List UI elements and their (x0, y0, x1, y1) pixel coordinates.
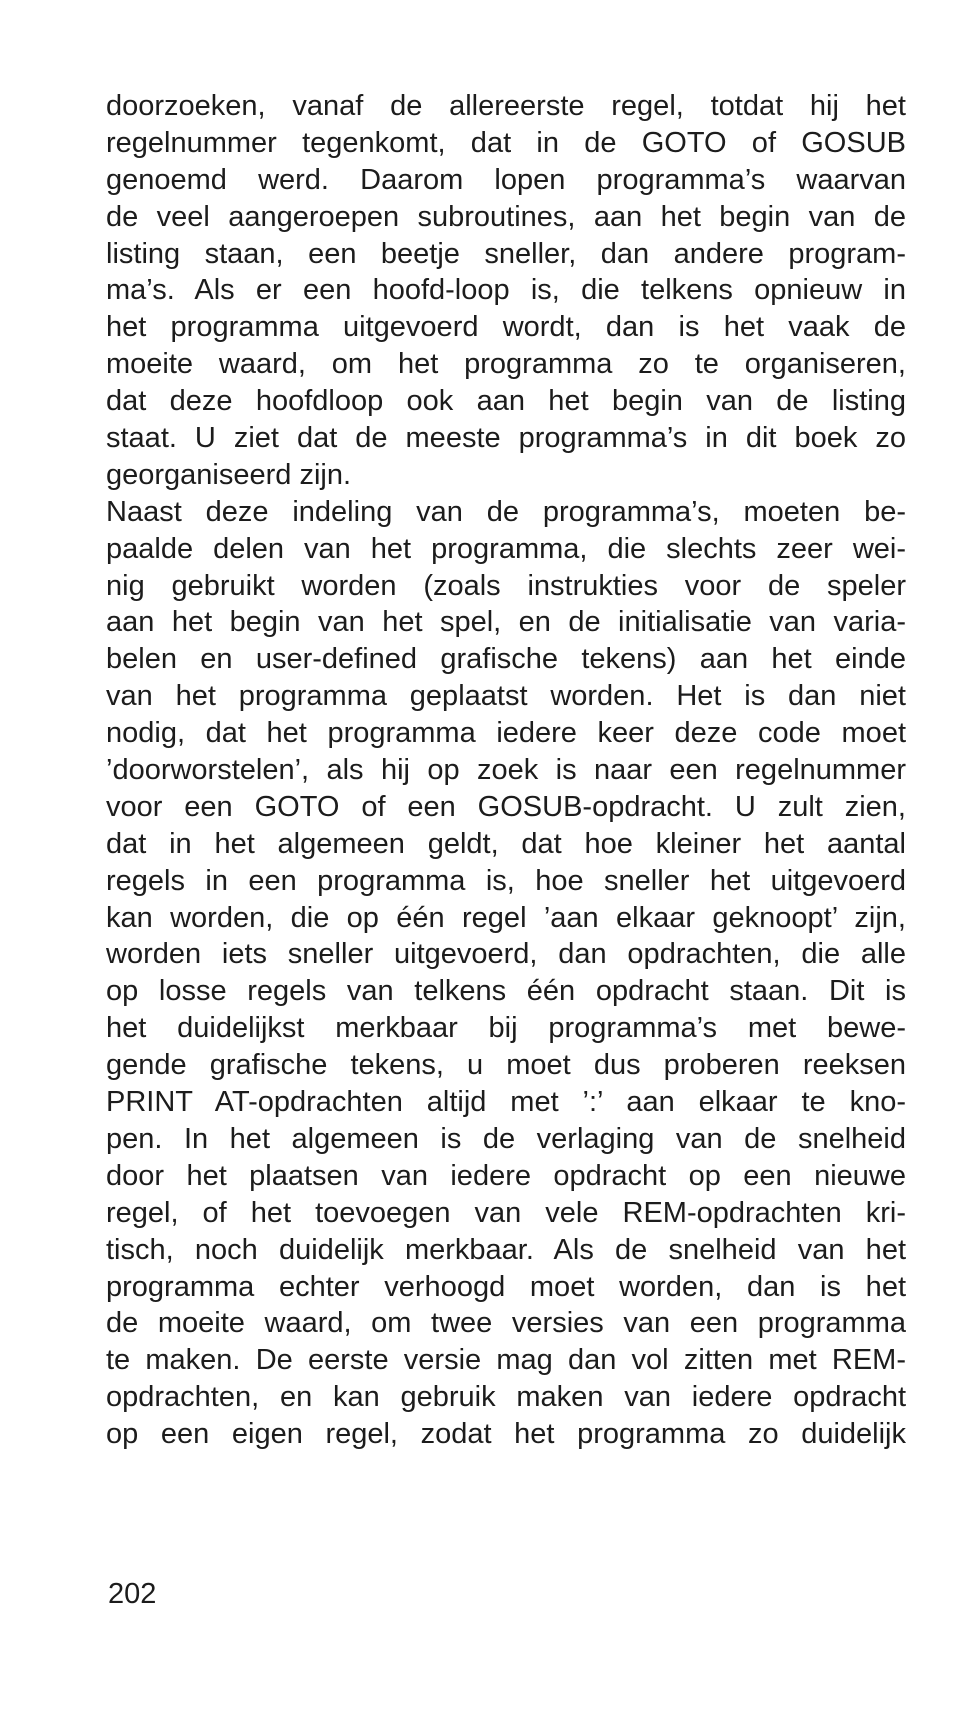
text-line: te maken. De eerste versie mag dan vol zitten met REM- (106, 1344, 906, 1377)
text-line: ma’s. Als er een hoofd-loop is, die telkens opnieuw in (106, 274, 906, 307)
text-line: tisch, noch duidelijk merkbaar. Als de snelheid van het (106, 1233, 906, 1266)
text-line: opdrachten, en kan gebruik maken van iedere opdracht (106, 1381, 906, 1414)
text-line: voor een GOTO of een GOSUB-opdracht. U zult zien, (106, 790, 906, 823)
text-line: doorzoeken, vanaf de allereerste regel, totdat hij het (106, 90, 906, 122)
text-line: het duidelijkst merkbaar bij programma’s met bewe- (106, 1012, 906, 1045)
text-line: regelnummer tegenkomt, dat in de GOTO of GOSUB (106, 126, 906, 159)
text-line: aan het begin van het spel, en de initialisatie van varia- (106, 606, 906, 639)
text-line: de veel aangeroepen subroutines, aan het begin van de (106, 200, 906, 233)
text-line: gende grafische tekens, u moet dus proberen reeksen (106, 1049, 906, 1082)
text-line: belen en user-defined grafische tekens) aan het einde (106, 643, 906, 676)
text-line: ’doorworstelen’, als hij op zoek is naar een regelnummer (106, 754, 906, 787)
text-line: listing staan, een beetje sneller, dan andere program- (106, 237, 906, 270)
text-line: moeite waard, om het programma zo te organiseren, (106, 348, 906, 381)
text-line: worden iets sneller uitgevoerd, dan opdrachten, die alle (106, 938, 906, 971)
page-number: 202 (108, 1578, 157, 1610)
text-line: staat. U ziet dat de meeste programma’s in dit boek zo (106, 422, 906, 455)
text-line: de moeite waard, om twee versies van een programma (106, 1307, 906, 1340)
text-line: nodig, dat het programma iedere keer deze code moet (106, 717, 906, 750)
text-line: programma echter verhoogd moet worden, dan is het (106, 1270, 906, 1303)
text-line: op een eigen regel, zodat het programma zo duidelijk (106, 1418, 906, 1451)
text-line: nig gebruikt worden (zoals instrukties voor de speler (106, 569, 906, 602)
text-line: Naast deze indeling van de programma’s, moeten be- (106, 495, 906, 528)
text-line: op losse regels van telkens één opdracht staan. Dit is (106, 975, 906, 1008)
text-line: dat deze hoofdloop ook aan het begin van de listing (106, 385, 906, 418)
body-text (106, 88, 906, 1453)
text-line: pen. In het algemeen is de verlaging van de snelheid (106, 1122, 906, 1155)
text-line: van het programma geplaatst worden. Het is dan niet (106, 680, 906, 713)
text-line: regel, of het toevoegen van vele REM-opdrachten kri- (106, 1196, 906, 1229)
text-line: paalde delen van het programma, die slechts zeer wei- (106, 532, 906, 565)
text-line: georganiseerd zijn. (106, 458, 352, 491)
text-line: PRINT AT-opdrachten altijd met ’:’ aan elkaar te kno- (106, 1086, 906, 1119)
text-line: genoemd werd. Daarom lopen programma’s waarvan (106, 163, 906, 196)
text-line: regels in een programma is, hoe sneller het uitgevoerd (106, 864, 906, 897)
text-line: kan worden, die op één regel ’aan elkaar geknoopt’ zijn, (106, 901, 906, 934)
text-line: het programma uitgevoerd wordt, dan is het vaak de (106, 311, 906, 344)
text-line: door het plaatsen van iedere opdracht op een nieuwe (106, 1159, 906, 1192)
text-line: dat in het algemeen geldt, dat hoe kleiner het aantal (106, 827, 906, 860)
